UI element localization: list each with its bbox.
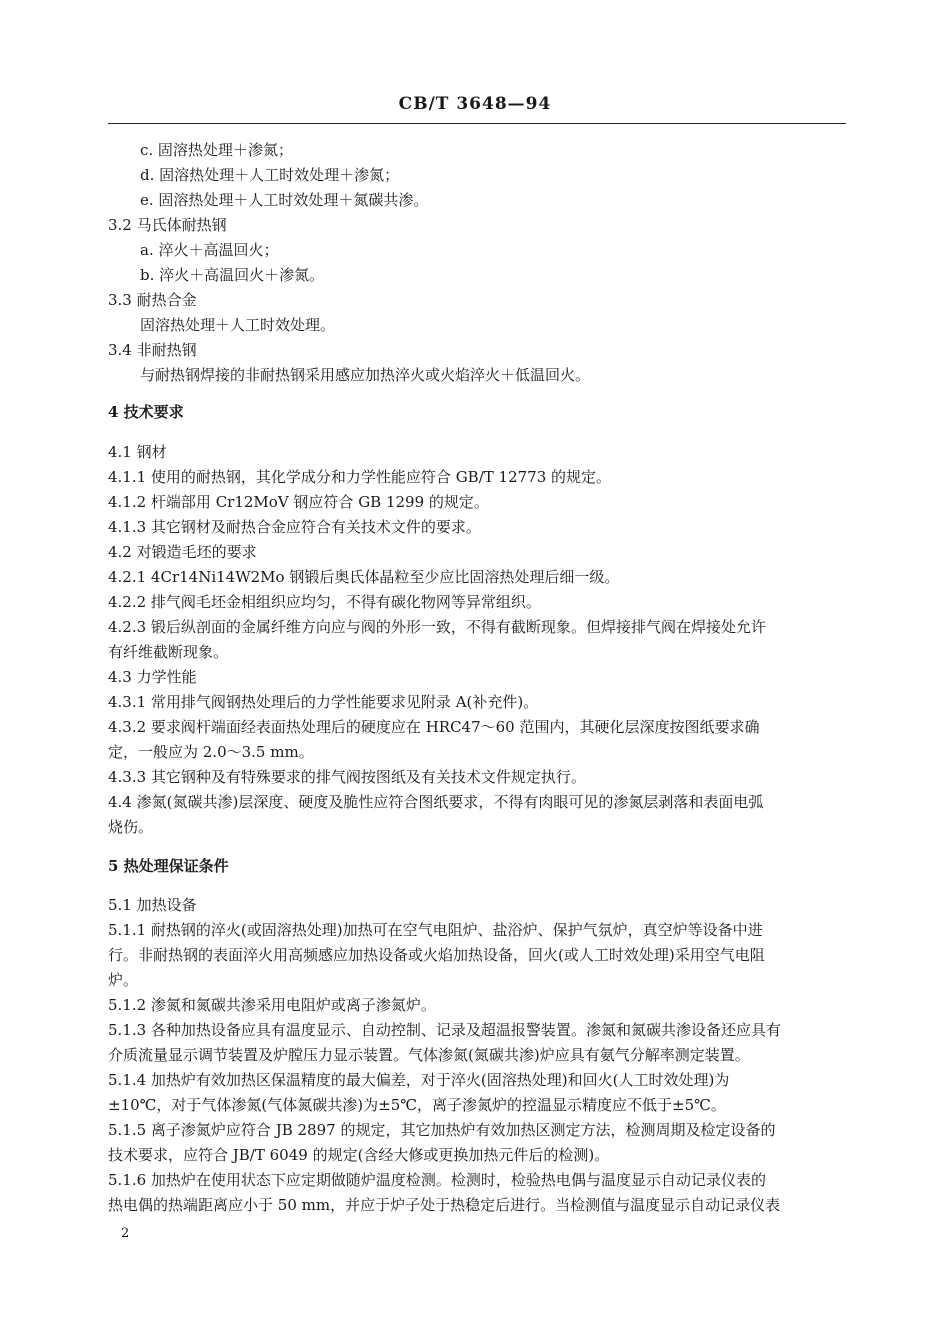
clause-4-1-2: 4.1.2 杆端部用 Cr12MoV 钢应符合 GB 1299 的规定。 xyxy=(108,493,489,511)
clause-5-1-5-continued: 技术要求，应符合 JB/T 6049 的规定(含经大修或更换加热元件后的检测)。 xyxy=(108,1146,610,1164)
clause-5-1-1-continued: 行。非耐热钢的表面淬火用高频感应加热设备或火焰加热设备，回火(或人工时效处理)采用空气电阻 xyxy=(108,946,765,964)
paragraph-line: 固溶热处理＋人工时效处理。 xyxy=(140,316,336,334)
clause-4-2-1: 4.2.1 4Cr14Ni14W2Mo 钢锻后奥氏体晶粒至少应比固溶热处理后细一级。 xyxy=(108,568,620,586)
paragraph-line: 与耐热钢焊接的非耐热钢采用感应加热淬火或火焰淬火＋低温回火。 xyxy=(140,366,591,384)
section-4-4: 4.4 渗氮(氮碳共渗)层深度、硬度及脆性应符合图纸要求，不得有肉眼可见的渗氮层剥落和表面电弧 xyxy=(108,793,764,811)
clause-5-1-5: 5.1.5 离子渗氮炉应符合 JB 2897 的规定，其它加热炉有效加热区测定方法，检测周期及检定设备的 xyxy=(108,1121,776,1139)
clause-5-1-2: 5.1.2 渗氮和氮碳共渗采用电阻炉或离子渗氮炉。 xyxy=(108,996,436,1014)
clause-5-1-4-continued: ±10℃，对于气体渗氮(气体氮碳共渗)为±5℃，离子渗氮炉的控温显示精度应不低于±5℃。 xyxy=(108,1096,726,1114)
clause-4-3-3: 4.3.3 其它钢种及有特殊要求的排气阀按图纸及有关技术文件规定执行。 xyxy=(108,768,586,786)
section-4-2-heading: 4.2 对锻造毛坯的要求 xyxy=(108,543,257,561)
clause-4-1-3: 4.1.3 其它钢材及耐热合金应符合有关技术文件的要求。 xyxy=(108,518,481,536)
page-header-standard-code: CB/T 3648—94 xyxy=(398,94,552,114)
clause-4-1-1: 4.1.1 使用的耐热钢，其化学成分和力学性能应符合 GB/T 12773 的规定。 xyxy=(108,468,612,486)
section-4-1-heading: 4.1 钢材 xyxy=(108,443,167,461)
page-number: 2 xyxy=(121,1226,130,1241)
list-item-c: c. 固溶热处理＋渗氮； xyxy=(140,141,293,159)
clause-5-1-6: 5.1.6 加热炉在使用状态下应定期做随炉温度检测。检测时，检验热电偶与温度显示自动记录仪表的 xyxy=(108,1171,766,1189)
clause-5-1-1-end: 炉。 xyxy=(108,971,139,989)
section-3-3-heading: 3.3 耐热合金 xyxy=(108,291,197,309)
clause-5-1-4: 5.1.4 加热炉有效加热区保温精度的最大偏差，对于淬火(固溶热处理)和回火(人工时效处理)为 xyxy=(108,1071,730,1089)
list-item-a: a. 淬火＋高温回火； xyxy=(140,241,279,259)
header-rule xyxy=(108,123,846,124)
clause-4-3-1: 4.3.1 常用排气阀钢热处理后的力学性能要求见附录 A(补充件)。 xyxy=(108,693,539,711)
list-item-e: e. 固溶热处理＋人工时效处理＋氮碳共渗。 xyxy=(140,191,429,209)
clause-4-2-3-continued: 有纤维截断现象。 xyxy=(108,643,229,661)
clause-4-2-3: 4.2.3 锻后纵剖面的金属纤维方向应与阀的外形一致，不得有截断现象。但焊接排气阀在焊接处允许 xyxy=(108,618,766,636)
section-5-1-heading: 5.1 加热设备 xyxy=(108,896,197,914)
list-item-b: b. 淬火＋高温回火＋渗氮。 xyxy=(140,266,325,284)
clause-4-3-2-continued: 定，一般应为 2.0～3.5 mm。 xyxy=(108,743,314,761)
section-3-4-heading: 3.4 非耐热钢 xyxy=(108,341,197,359)
section-4-3-heading: 4.3 力学性能 xyxy=(108,668,197,686)
chapter-4-heading: 4 技术要求 xyxy=(108,403,184,421)
section-3-2-heading: 3.2 马氏体耐热钢 xyxy=(108,216,227,234)
section-4-4-continued: 烧伤。 xyxy=(108,818,154,836)
clause-4-3-2: 4.3.2 要求阀杆端面经表面热处理后的硬度应在 HRC47～60 范围内，其硬化层深度按图纸要求确 xyxy=(108,718,760,736)
list-item-d: d. 固溶热处理＋人工时效处理＋渗氮； xyxy=(140,166,400,184)
clause-5-1-3-continued: 介质流量显示调节装置及炉膛压力显示装置。气体渗氮(氮碳共渗)炉应具有氨气分解率测定装置。 xyxy=(108,1046,750,1064)
clause-5-1-3: 5.1.3 各种加热设备应具有温度显示、自动控制、记录及超温报警装置。渗氮和氮碳共渗设备还应具有 xyxy=(108,1021,781,1039)
clause-5-1-1: 5.1.1 耐热钢的淬火(或固溶热处理)加热可在空气电阻炉、盐浴炉、保护气氛炉，真空炉等设备中进 xyxy=(108,921,763,939)
clause-5-1-6-continued: 热电偶的热端距离应小于 50 mm，并应于炉子处于热稳定后进行。当检测值与温度显示自动记录仪表 xyxy=(108,1196,781,1214)
clause-4-2-2: 4.2.2 排气阀毛坯金相组织应均匀，不得有碳化物网等异常组织。 xyxy=(108,593,541,611)
chapter-5-heading: 5 热处理保证条件 xyxy=(108,857,229,875)
